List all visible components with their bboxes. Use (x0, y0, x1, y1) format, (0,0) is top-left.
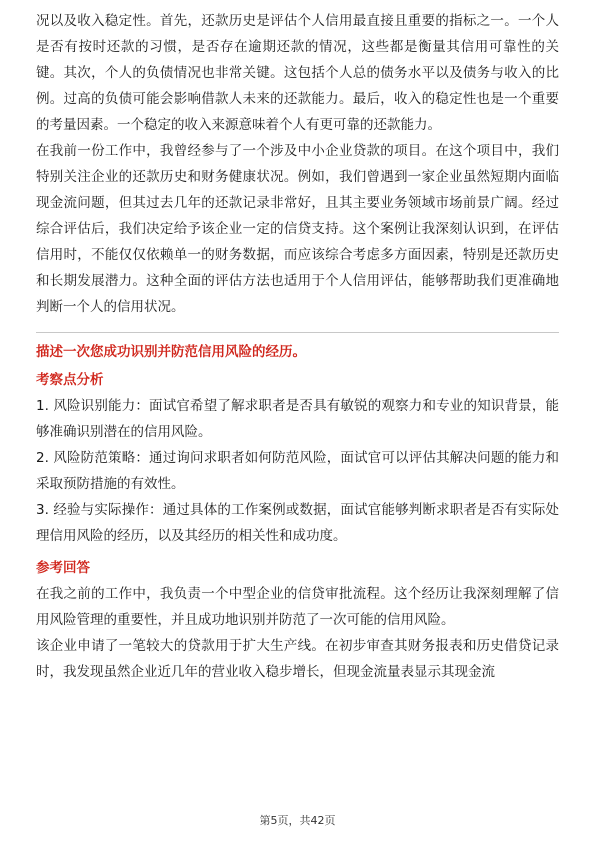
answer-paragraph: 在我之前的工作中，我负责一个中型企业的信贷审批流程。这个经历让我深刻理解了信用风险管理的重要性，并且成功地识别并防范了一次可能的信用风险。 (36, 586, 559, 628)
analysis-item: 1. 风险识别能力：面试官希望了解求职者是否具有敏锐的观察力和专业的知识背景，能够准确识别潜在的信用风险。 (36, 398, 559, 440)
answer-heading: 参考回答 (36, 560, 90, 576)
section-divider (36, 332, 559, 333)
intro-paragraph: 况以及收入稳定性。首先，还款历史是评估个人信用最直接且重要的指标之一。一个人是否有按时还款的习惯，是否存在逾期还款的情况，这些都是衡量其信用可靠性的关键。其次，个人的负债情况也非常关键。这包括个人总的债务水平以及债务与收入的比例。过高的负债可能会影响借款人未来的还款能力。最后，收入的稳定性也是一个重要的考量因素。一个稳定的收入来源意味着个人有更可靠的还款能力。 (36, 13, 559, 133)
page-number-footer: 第5页，共42页 (259, 814, 336, 827)
analysis-heading: 考察点分析 (36, 372, 104, 388)
analysis-item: 2. 风险防范策略：通过询问求职者如何防范风险，面试官可以评估其解决问题的能力和采取预防措施的有效性。 (36, 450, 559, 492)
page-content (36, 8, 559, 685)
intro-paragraph: 在我前一份工作中，我曾经参与了一个涉及中小企业贷款的项目。在这个项目中，我们特别关注企业的还款历史和财务健康状况。例如，我们曾遇到一家企业虽然短期内面临现金流问题，但其过去几年的还款记录非常好，且其主要业务领域市场前景广阔。经过综合评估后，我们决定给予该企业一定的信贷支持。这个案例让我深刻认识到，在评估信用时，不能仅仅依赖单一的财务数据，而应该综合考虑多方面因素，特别是还款历史和长期发展潜力。这种全面的评估方法也适用于个人信用评估，能够帮助我们更准确地判断一个人的信用状况。 (36, 143, 559, 315)
interview-question: 描述一次您成功识别并防范信用风险的经历。 (36, 344, 306, 360)
answer-paragraph: 该企业申请了一笔较大的贷款用于扩大生产线。在初步审查其财务报表和历史借贷记录时，我发现虽然企业近几年的营业收入稳步增长，但现金流量表显示其现金流 (36, 638, 559, 680)
analysis-item: 3. 经验与实际操作：通过具体的工作案例或数据，面试官能够判断求职者是否有实际处理信用风险的经历，以及其经历的相关性和成功度。 (36, 502, 559, 544)
